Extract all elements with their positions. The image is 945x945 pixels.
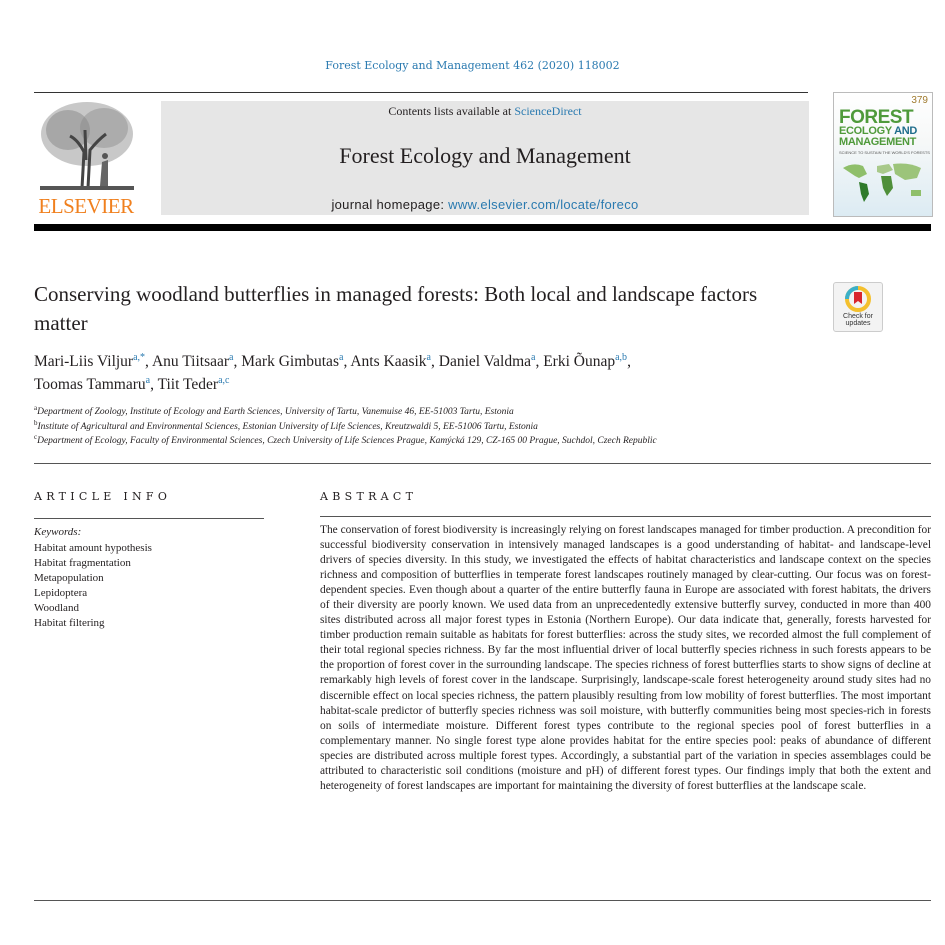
author[interactable]: Tiit Teder$^{a,c}$ (157, 375, 230, 393)
keyword-item: Habitat amount hypothesis (34, 542, 152, 554)
header-thick-rule (34, 224, 931, 231)
cover-volume-number: 379 (911, 95, 928, 106)
affiliation-marker[interactable]: a,* (133, 352, 146, 363)
section-divider (34, 463, 931, 464)
author[interactable]: Mari-Liis Viljur$^{a,*}$, (34, 352, 152, 370)
keyword-item: Lepidoptera (34, 587, 88, 599)
affiliation-marker[interactable]: a,c (218, 375, 230, 386)
cover-title-ecology: ECOLOGY (839, 125, 895, 137)
article-title: Conserving woodland butterflies in managed forests: Both local and landscape factors matter (34, 282, 758, 335)
author[interactable]: Ants Kaasik$^a$, (350, 352, 439, 370)
bottom-divider (34, 900, 931, 901)
affiliations (34, 405, 914, 449)
affiliation-item: $^a$Department of Zoology, Institute of Ecology and Earth Sciences, University of Tartu, Vanemuise 46, EE-51003 Tartu, Estonia (34, 404, 514, 417)
affiliation-marker[interactable]: a (145, 375, 151, 386)
affiliation-marker[interactable]: a (531, 352, 536, 363)
cover-title-and: AND (894, 125, 917, 137)
crossmark-icon (845, 286, 871, 312)
affiliation-item: $^c$Department of Ecology, Faculty of Environmental Sciences, Czech University of Life Sciences Prague, Kamýcká 129, CZ-165 00 Prague, Suchdol, Czech Republic (34, 433, 657, 446)
author-list (34, 350, 914, 396)
homepage-prefix: journal homepage: (331, 197, 449, 212)
keyword-item: Woodland (34, 602, 79, 614)
journal-citation[interactable]: Forest Ecology and Management 462 (2020) 118002 (325, 59, 620, 72)
elsevier-wordmark: ELSEVIER (38, 194, 134, 218)
article-info-rule (34, 518, 264, 519)
cover-title-line1: FOREST (839, 107, 914, 128)
keyword-item: Habitat fragmentation (34, 557, 131, 569)
abstract-rule (320, 516, 931, 517)
journal-cover-thumbnail[interactable] (833, 92, 933, 217)
journal-title: Forest Ecology and Management (339, 143, 631, 168)
elsevier-tree-icon (38, 100, 136, 192)
journal-homepage-link[interactable]: www.elsevier.com/locate/foreco (448, 197, 639, 212)
author[interactable]: Daniel Valdma$^a$, (438, 352, 544, 370)
author[interactable]: Erki Õunap$^{a,b}$, (543, 352, 631, 370)
affiliation-marker[interactable]: a (338, 352, 344, 363)
keyword-item: Metapopulation (34, 572, 104, 584)
affiliation-marker[interactable]: a (426, 352, 431, 363)
cover-title (839, 126, 917, 148)
sciencedirect-link[interactable]: ScienceDirect (514, 104, 582, 118)
contents-prefix: Contents lists available at (388, 104, 515, 118)
world-map-icon (839, 160, 927, 204)
author[interactable]: Toomas Tammaru$^a$, (34, 375, 158, 393)
author[interactable]: Mark Gimbutas$^a$, (241, 352, 351, 370)
crossmark-label: Check for updates (843, 313, 873, 327)
cover-tagline: SCIENCE TO SUSTAIN THE WORLD'S FORESTS (839, 150, 930, 155)
elsevier-logo[interactable] (34, 100, 138, 218)
homepage-line (161, 197, 809, 212)
keywords-label: Keywords: (34, 526, 82, 538)
affiliation-item: $^b$Institute of Agricultural and Environmental Sciences, Estonian University of Life Sciences, Kreutzwaldi 5, EE-51006 Tartu, Estonia (34, 418, 538, 432)
header-top-rule (34, 92, 808, 93)
cover-title-management: MANAGEMENT (839, 136, 917, 148)
article-info-heading: ARTICLE INFO (34, 490, 172, 503)
journal-banner (161, 101, 809, 215)
contents-line (161, 104, 809, 119)
affiliation-marker[interactable]: a (229, 352, 234, 363)
abstract-text: The conservation of forest biodiversity is increasingly relying on forest landscapes managed for timber production. A precondition for successful biodiversity conservation in intensively managed landscapes is a good understanding of habitat- and landscape-level drivers of species diversity. In this study, we investigated the effects of habitat characteristics and landscape context on the species richness and composition of butterflies in temperate forest landscapes routinely managed by clear-cutting. Our focus was on forest-dependent species. Even though about a quarter of the entire butterfly fauna in Europe are associated with forest habitats, the drivers of their diversity are poorly known. We used data from an unprecedentedly extensive butterfly survey, conducted in more than 400 sites distributed across all major forest types in Estonia (Northern Europe). Our data indicate that, generally, forests harvested for timber production remain suitable as habitats for forest butterflies: across the study sites, we recorded almost the full complement of their total regional species richness. By far the most influential driver of local butterfly species richness in such forests appears to be the proportion of forest cover in the surrounding landscape. The species richness of forest butterflies starts to show signs of decline at remarkably high levels of forest cover in the landscape. Surprisingly, landscape-scale forest heterogeneity around study sites had no discernible effect on local species richness, the pattern plausibly resulting from low mobility of forest butterflies. The most important habitat-scale predictor of butterfly species richness was soil moisture, with butterfly communities being most species-rich in forests on soils of intermediate moisture. Different forest types contribute to the regional species pool of forest butterflies in a complementary manner. No single forest type alone provides habitat for the entire species pool: peaks of abundance of different species are distributed across multiple forest types. Accordingly, a substantial part of the variation in species assemblages could be attributed to characteristic soil conditions (moisture and pH) of different forest types. Our findings imply that both the extent and heterogeneity of forest landscapes are important for maintaining the diversity of forest butterflies at the landscape scale. (320, 524, 931, 792)
affiliation-marker[interactable]: a,b (615, 352, 628, 363)
author[interactable]: Anu Tiitsaar$^a$, (151, 352, 242, 370)
keywords-list (34, 541, 152, 631)
check-for-updates-button[interactable] (833, 282, 883, 332)
keyword-item: Habitat filtering (34, 617, 105, 629)
abstract-heading: ABSTRACT (320, 490, 418, 503)
